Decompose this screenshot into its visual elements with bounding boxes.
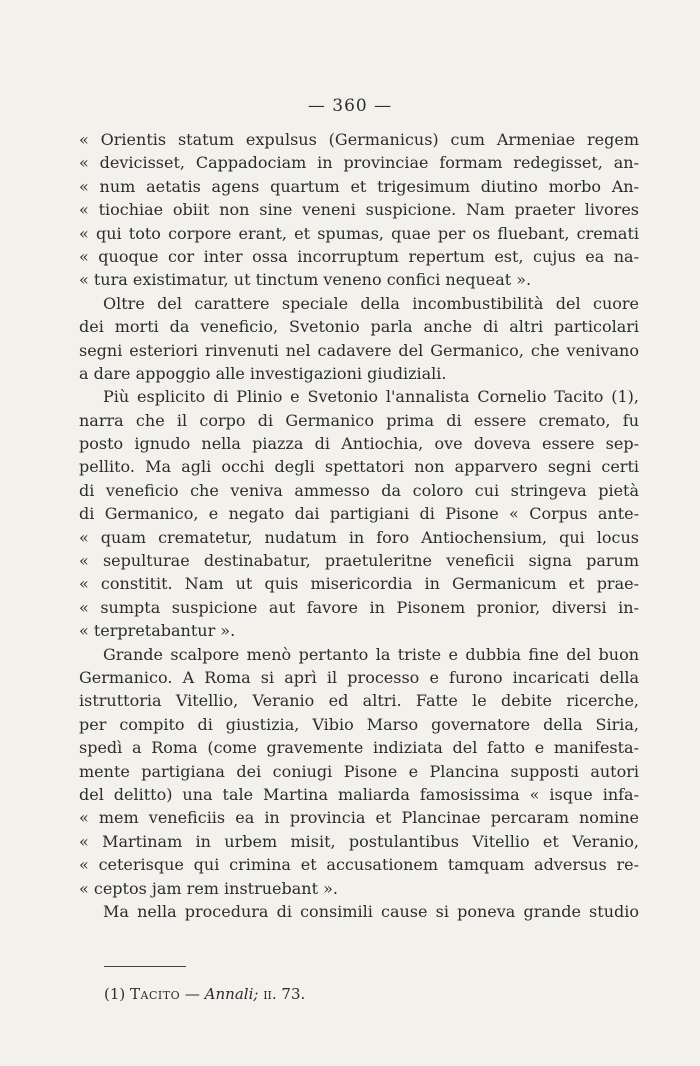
text-line: « num aetatis agens quartum et trigesimum diutino morbo An- bbox=[79, 176, 639, 196]
text-line: posto ignudo nella piazza di Antiochia, ove doveva essere sep- bbox=[79, 434, 639, 454]
text-line: « Martinam in urbem misit, postulantibus Vitellio et Veranio, bbox=[79, 831, 639, 851]
text-line: « ceptos jam rem instruebant ». bbox=[79, 878, 338, 898]
text-line: « Orientis statum expulsus (Germanicus) cum Armeniae regem bbox=[79, 130, 639, 149]
footnote-work: Annali; bbox=[204, 985, 259, 1003]
footnote bbox=[104, 985, 305, 1003]
text-line: « devicisset, Cappadociam in provinciae formam redegisset, an- bbox=[79, 153, 639, 173]
text-line: « terpretabantur ». bbox=[79, 621, 236, 641]
text-line: Germanico. A Roma si aprì il processo e furono incaricati della bbox=[79, 667, 639, 687]
footnote-ref: ii. 73. bbox=[263, 985, 306, 1003]
text-line: Ma nella procedura di consimili cause si poneva grande studio bbox=[103, 901, 639, 921]
text-line: del delitto) una tale Martina maliarda famosissima « isque infa- bbox=[79, 784, 639, 804]
footnote-number: (1) bbox=[104, 985, 126, 1003]
text-line: per compito di giustizia, Vibio Marso governatore della Siria, bbox=[79, 714, 639, 734]
text-line: « tura existimatur, ut tinctum veneno confici nequeat ». bbox=[79, 270, 532, 290]
text-line: Grande scalpore menò pertanto la triste e dubbia fine del buon bbox=[103, 644, 639, 664]
text-line: pellito. Ma agli occhi degli spettatori non apparvero segni certi bbox=[79, 457, 639, 477]
text-line: « sepulturae destinabatur, praetuleritne veneficii signa parum bbox=[79, 551, 639, 571]
text-line: narra che il corpo di Germanico prima di essere cremato, fu bbox=[79, 410, 639, 430]
text-line: « mem veneficiis ea in provincia et Plancinae percaram nomine bbox=[79, 808, 639, 828]
text-line: istruttoria Vitellio, Veranio ed altri. Fatte le debite ricerche, bbox=[79, 691, 639, 711]
text-line: « constitit. Nam ut quis misericordia in Germanicum et prae- bbox=[79, 574, 639, 594]
text-line: dei morti da veneficio, Svetonio parla anche di altri particolari bbox=[79, 317, 639, 337]
text-line: segni esteriori rinvenuti nel cadavere del Germanico, che venivano bbox=[79, 340, 639, 360]
text-line: a dare appoggio alle investigazioni giudiziali. bbox=[79, 363, 447, 383]
text-line: « tiochiae obiit non sine veneni suspicione. Nam praeter livores bbox=[79, 200, 639, 220]
text-line: « quoque cor inter ossa incorruptum repertum est, cujus ea na- bbox=[79, 246, 639, 266]
text-line: spedì a Roma (come gravemente indiziata del fatto e manifesta- bbox=[79, 738, 639, 758]
text-line: « qui toto corpore erant, et spumas, quae per os fluebant, cremati bbox=[79, 223, 639, 243]
text-line: di Germanico, e negato dai partigiani di Pisone « Corpus ante- bbox=[79, 504, 639, 524]
text-line: « quam crematetur, nudatum in foro Antiochensium, qui locus bbox=[79, 527, 639, 547]
body-text bbox=[79, 128, 639, 923]
text-line: Più esplicito di Plinio e Svetonio l'annalista Cornelio Tacito (1), bbox=[103, 387, 639, 407]
text-line: mente partigiana dei coniugi Pisone e Plancina supposti autori bbox=[79, 761, 639, 781]
text-line: Oltre del carattere speciale della incombustibilità del cuore bbox=[103, 293, 639, 313]
page-number: — 360 — bbox=[307, 96, 393, 116]
footnote-rule bbox=[104, 966, 186, 967]
text-line: « sumpta suspicione aut favore in Pisonem pronior, diversi in- bbox=[79, 597, 639, 617]
text-line: di veneficio che veniva ammesso da coloro cui stringeva pietà bbox=[79, 480, 639, 500]
footnote-dash: — bbox=[184, 985, 200, 1003]
footnote-author: Tacito bbox=[130, 985, 181, 1003]
text-line: « ceterisque qui crimina et accusationem tamquam adversus re- bbox=[79, 855, 639, 875]
